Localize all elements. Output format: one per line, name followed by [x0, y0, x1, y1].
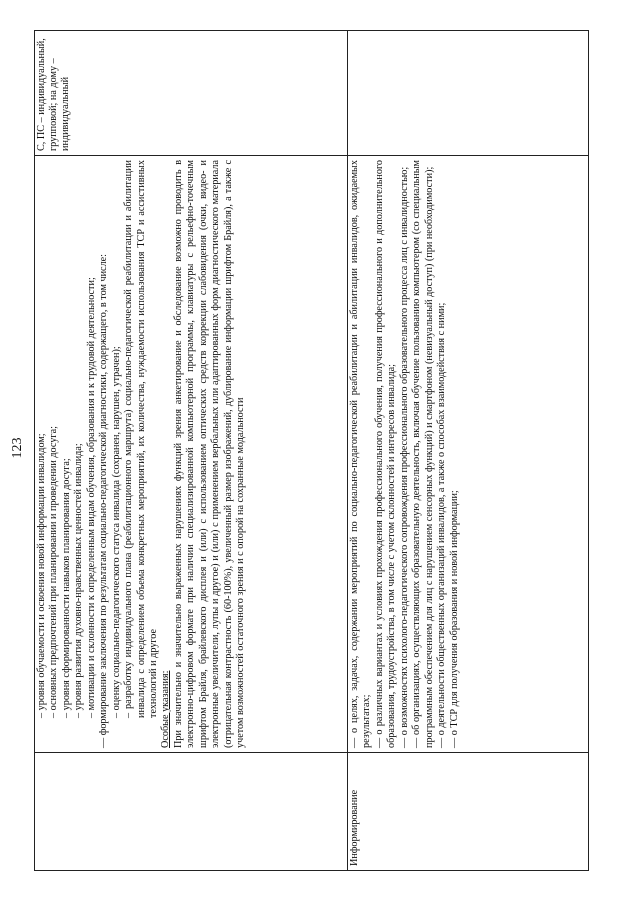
- list-item: — о деятельности общественных организаций инвалидов, а также о способах взаимодействия с ними;: [436, 302, 448, 748]
- services-table: [34, 30, 589, 871]
- list-item: — о целях, задачах, содержании мероприятий по социально-педагогической реабилитации и абилитации инвалидов, ожидаемых результатах;: [349, 160, 373, 748]
- content-cell: [348, 156, 589, 753]
- page-number: 123: [10, 437, 25, 459]
- list-item: – оценку социально-педагогического статуса инвалида (сохранен, нарушен, утрачен);: [110, 346, 122, 718]
- list-item: – уровня обучаемости и освоения новой информации инвалидом;: [36, 433, 47, 718]
- format-cell: С, ПС – индивидуальный, групповой; на дому – индивидуальный: [35, 31, 348, 156]
- list-item: – уровня сформированности навыков планирования досуга;: [60, 458, 72, 718]
- list-item: – мотивации и склонности к определенным видам обучения, образования и к трудовой деятельности;: [85, 277, 97, 718]
- special-heading: Особые указания:: [160, 670, 172, 748]
- table-row: [35, 31, 348, 871]
- content-cell: [35, 156, 348, 753]
- special-text: При значительно и значительно выраженных нарушениях функций зрения анкетирование и обследование возможно проводить в электронно-цифровом формате при наличии специализированной компьютерной программы, клавиатуры с рельефно-точечным шрифтом Брайля, брайлевского дисплея и (или) с использованием оптических средств коррекции слабовидения (очки, видео- и электронные увеличители, лупы и другое) и (или) с применением вербальных или адаптированных форм диагностического материала (отрицательная контрастность (60-100%), увеличенный размер изображений, дублирование информации шрифтом Брайля), а также с учетом возможностей остаточного зрения и с опорой на сохранные модальности: [172, 160, 246, 748]
- list-item: – уровня развития духовно-нравственных ценностей инвалида;: [73, 443, 85, 718]
- row-label-cell: [35, 753, 348, 871]
- list-item: – основных предпочтений при планировании и проведении досуга;: [48, 426, 60, 718]
- format-cell: [348, 31, 589, 156]
- list-item: — формирование заключения по результатам социально-педагогической диагностики, содержащего, в том числе:: [98, 253, 110, 748]
- row-label-cell: Информирование: [348, 753, 589, 871]
- list-item: — о возможностях психолого-педагогического сопровождения профессионального образовательного процесса лиц с инвалидностью;: [398, 166, 410, 748]
- list-item: — о ТСР для получения образования и новой информации;: [448, 490, 460, 748]
- list-item: – разработку индивидуального плана (реабилитационного маршрута) социально-педагогической реабилитации и абилитации инвалида с определением объема конкретных мероприятий, их количества, нуждаемости использования ТСР и ассистивных технологий и другое: [123, 160, 159, 718]
- list-item: — об организациях, осуществляющих образовательную деятельность, включая обучение пользованию компьютером (со специальным программным обеспечением для лиц с нарушением сенсорных функций) и смартфоном (невизуальный доступ) (при необходимости);: [411, 160, 435, 748]
- list-item: — о различных вариантах и условиях прохождения профессионального обучения, получения профессионального и дополнительного образования, трудоустройства, в том числе с учетом склонностей и интересов инвалида;: [373, 160, 398, 748]
- table-row: [348, 31, 589, 871]
